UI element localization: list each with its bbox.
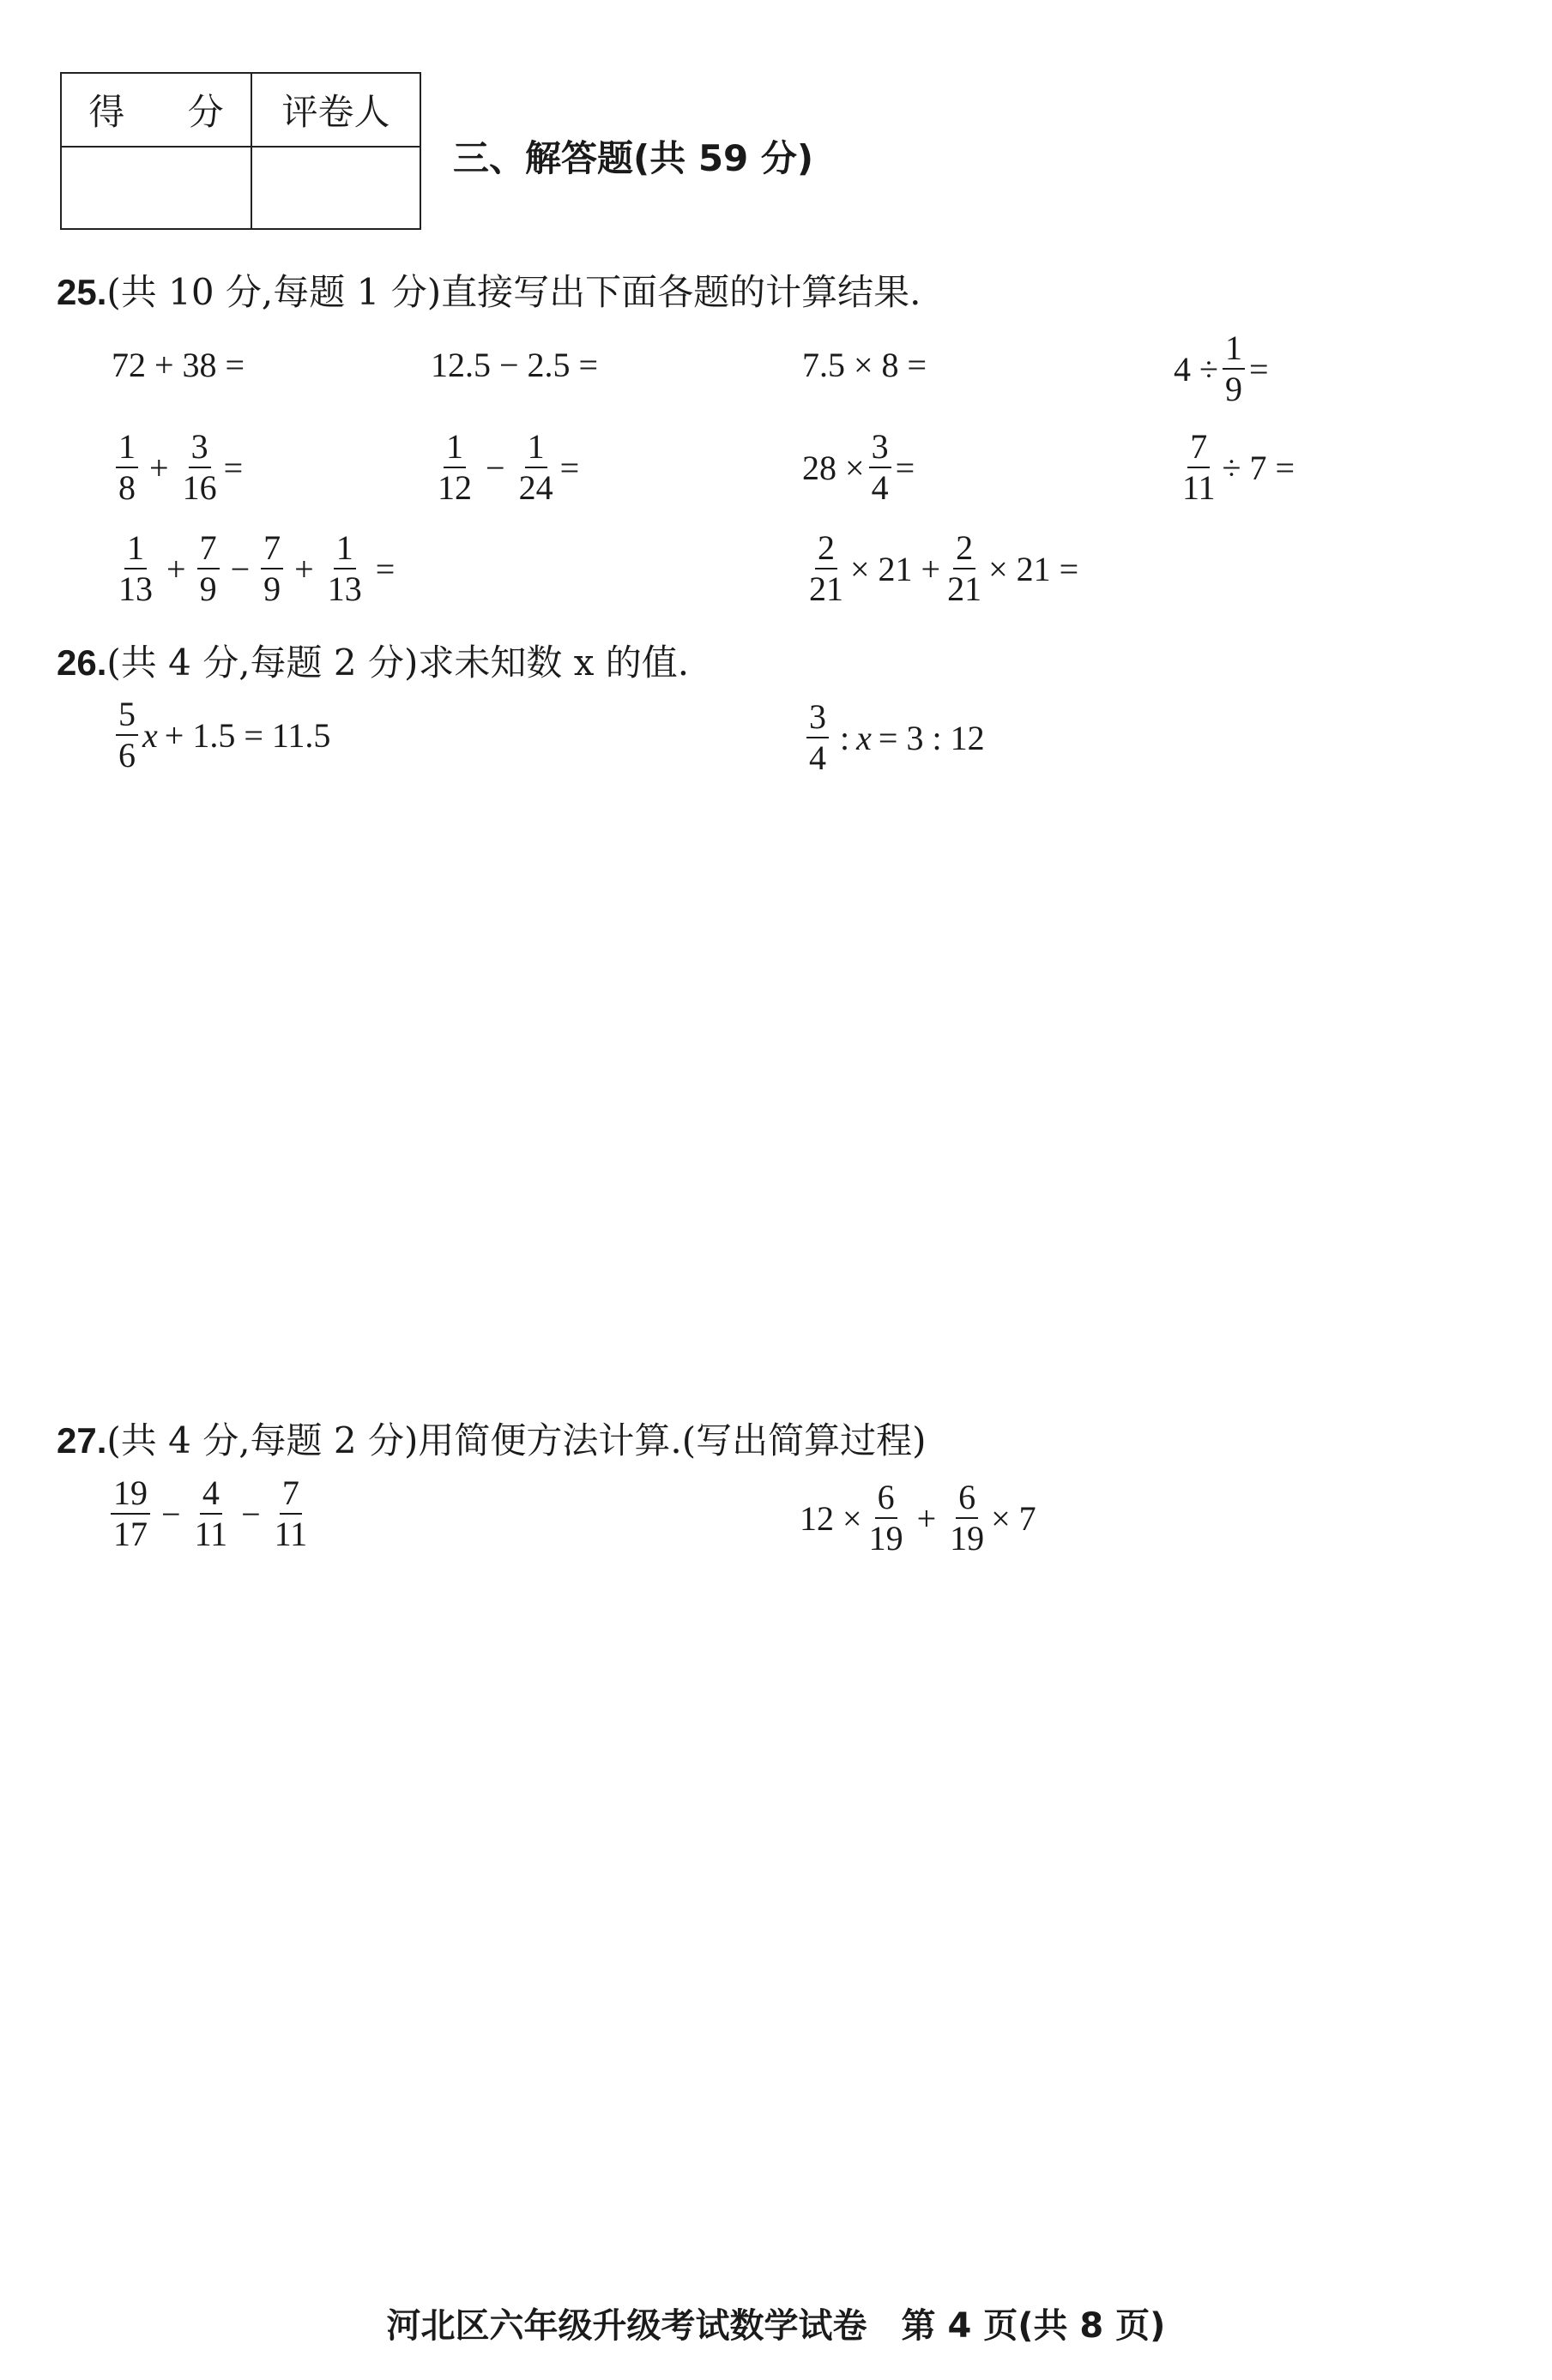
question-26-heading xyxy=(57,635,689,686)
fraction: $\frac{1}{12}$ xyxy=(438,427,472,507)
fraction: $\frac{3}{4}$ xyxy=(869,429,891,506)
section-title: 三、解答题(共 59 分) xyxy=(453,137,814,179)
fraction: $\frac{7}{11}$ xyxy=(274,1473,308,1553)
fraction: $\frac{3}{4}$ xyxy=(806,699,829,776)
score-header: 得 分 xyxy=(61,73,251,147)
expr-7-11-div-7: $\frac{7}{11}$ ÷ 7 = xyxy=(1175,429,1295,506)
fraction: $\frac{2}{21}$ xyxy=(809,528,843,608)
expr-fraction-sum: $\frac{1}{13}$ + $\frac{7}{9}$ − $\frac{7}{9}$ + $\frac{1}{13}$ = xyxy=(112,530,402,607)
question-25-number: 25. xyxy=(57,272,107,312)
equation-ratio: $\frac{3}{4}$ : x = 3 : 12 xyxy=(802,699,985,776)
question-25-heading xyxy=(57,264,921,316)
fraction: $\frac{4}{11}$ xyxy=(194,1473,228,1553)
fraction: $\frac{2}{21}$ xyxy=(947,528,982,608)
page-footer: 河北区六年级升级考试数学试卷 第 4 页(共 8 页) xyxy=(386,2306,1166,2346)
grader-cell[interactable] xyxy=(251,147,420,229)
question-27-number: 27. xyxy=(57,1420,107,1461)
expr-12-5-minus-2-5: 12.5 − 2.5 = xyxy=(431,346,599,384)
expr-7-5-times-8: 7.5 × 8 = xyxy=(802,346,927,384)
fraction: $\frac{19}{17}$ xyxy=(111,1475,150,1552)
fraction: $\frac{6}{19}$ xyxy=(950,1478,985,1558)
fraction: $\frac{7}{11}$ xyxy=(1182,427,1216,507)
fraction: $\frac{1}{8}$ xyxy=(116,429,138,506)
expr-2-21-times-21: $\frac{2}{21}$ × 21 + $\frac{2}{21}$ × 21 = xyxy=(802,530,1078,607)
fraction: $\frac{1}{13}$ xyxy=(327,528,362,608)
fraction: $\frac{7}{9}$ xyxy=(197,530,220,607)
fraction: $\frac{5}{6}$ xyxy=(116,696,138,774)
grader-header: 评卷人 xyxy=(251,73,420,147)
fraction: $\frac{6}{19}$ xyxy=(868,1478,903,1558)
question-26-text: (共 4 分,每题 2 分)求未知数 x 的值. xyxy=(106,642,690,684)
equation-5-6x: $\frac{5}{6}$ x + 1.5 = 11.5 xyxy=(112,696,330,774)
fraction: $\frac{7}{9}$ xyxy=(261,530,283,607)
score-cell[interactable] xyxy=(61,147,251,229)
expr-12-times-6-19: 12 × $\frac{6}{19}$ + $\frac{6}{19}$ × 7 xyxy=(800,1478,1036,1558)
fraction: $\frac{1}{13}$ xyxy=(118,528,153,608)
fraction: $\frac{1}{24}$ xyxy=(518,427,553,507)
question-25-text: (共 10 分,每题 1 分)直接写出下面各题的计算结果. xyxy=(106,271,921,313)
expr-4-div-1-9: 4 ÷ $\frac{1}{9}$ = xyxy=(1174,328,1269,408)
expr-19-17-minus: $\frac{19}{17}$ − $\frac{4}{11}$ − $\frac{7}{11}$ xyxy=(106,1475,314,1552)
question-27-text: (共 4 分,每题 2 分)用简便方法计算.(写出简算过程) xyxy=(106,1419,927,1461)
expr-72-plus-38: 72 + 38 = xyxy=(112,346,245,384)
expr-28-times-3-4: 28 × $\frac{3}{4}$ = xyxy=(802,427,915,507)
score-table xyxy=(60,72,421,230)
expr-1-12-minus-1-24: $\frac{1}{12}$ − $\frac{1}{24}$ = xyxy=(431,429,579,506)
expr-1-8-plus-3-16: $\frac{1}{8}$ + $\frac{3}{16}$ = xyxy=(112,429,243,506)
question-27-heading xyxy=(57,1413,926,1464)
question-26-number: 26. xyxy=(57,642,107,683)
fraction: $\frac{3}{16}$ xyxy=(182,427,217,507)
fraction: $\frac{1}{9}$ xyxy=(1223,330,1245,407)
